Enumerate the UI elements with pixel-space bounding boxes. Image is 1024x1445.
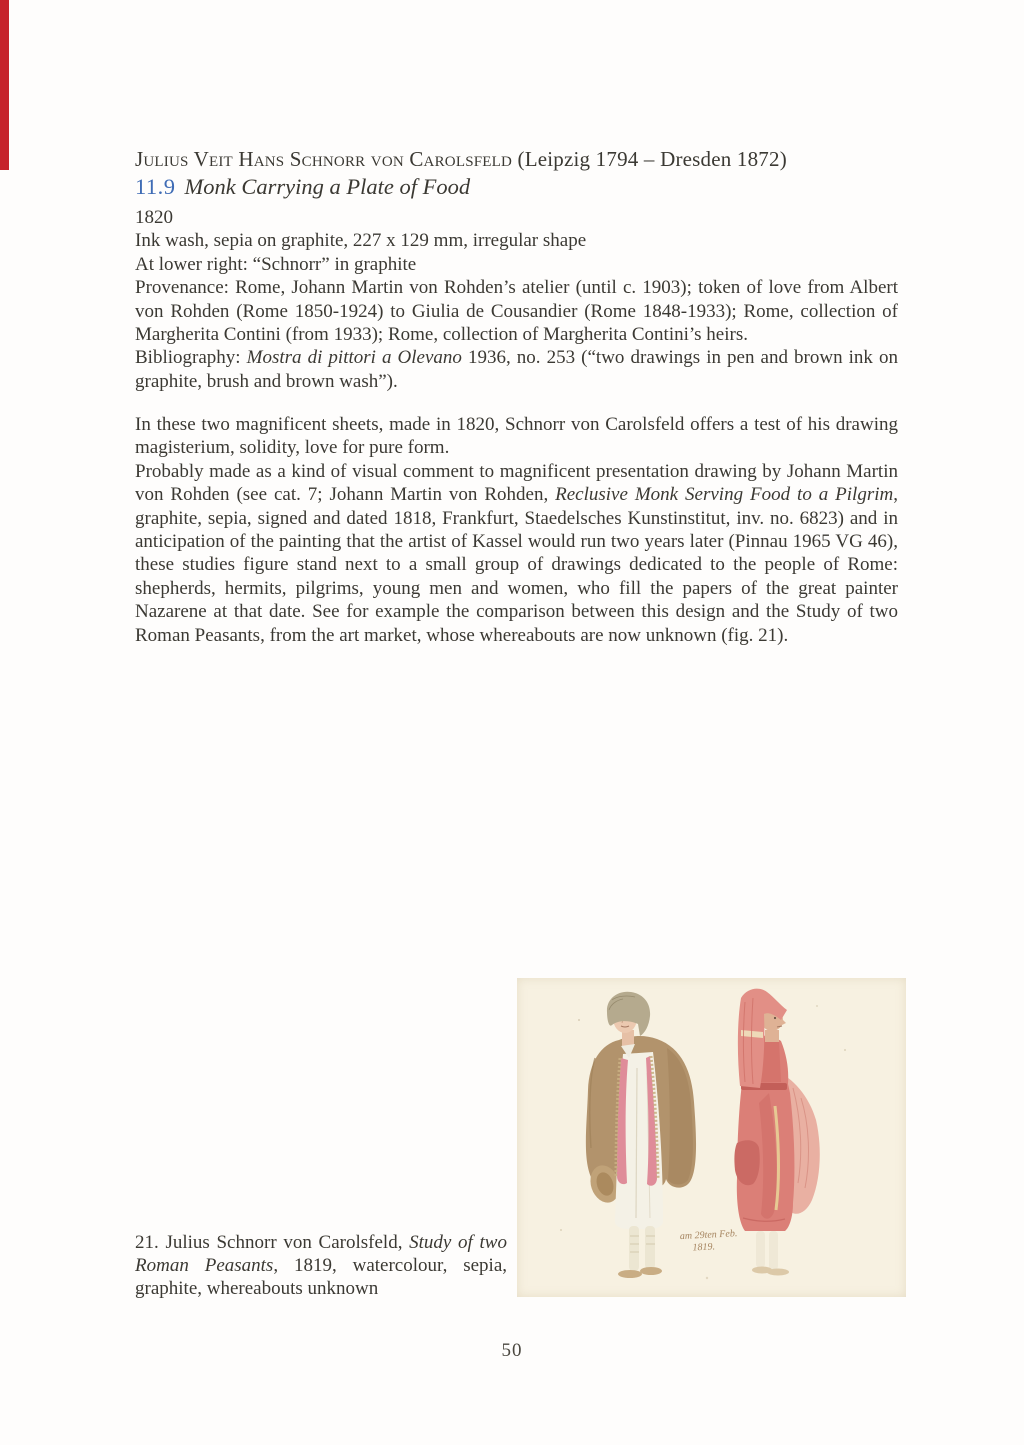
artist-name: Julius Veit Hans Schnorr von Carolsfeld xyxy=(135,147,513,171)
caption-text-cont: , 1819, watercolour, sepia, graphite, whereabouts unknown xyxy=(135,1255,507,1300)
svg-text:am 29ten Feb.: am 29ten Feb. xyxy=(679,1228,738,1243)
watercolour-study xyxy=(517,978,906,1297)
artist-line xyxy=(135,146,898,172)
page-number: 50 xyxy=(501,1340,523,1361)
entry-details xyxy=(135,206,898,276)
caption-text: 21. Julius Schnorr von Carolsfeld, xyxy=(135,1232,410,1253)
figure-caption xyxy=(135,1231,507,1301)
woman-figure xyxy=(734,989,819,1276)
entry-title: Monk Carrying a Plate of Food xyxy=(184,174,471,199)
entry-title-line xyxy=(135,172,898,202)
entry-year: 1820 xyxy=(135,207,173,228)
body-paragraph-2 xyxy=(135,460,898,647)
body-paragraph-2-text-cont: , graphite, sepia, signed and dated 1818, Frankfurt, Staedelsches Kunstinstitut, inv. no. 6823) and in anticipation of the painting that the artist of Kassel would run two years later (Pinnau 1965 VG 46), these studies figure stand next to a small group of drawings dedicated to the people of Rome: shepherds, hermits, pilgrims, young men and women, who fill the papers of the great painter Nazarene at that date. See for example the comparison between this design and the Study of two Roman Peasants, from the art market, whose whereabouts are now unknown (fig. 21). xyxy=(135,484,898,646)
red-edge-tab xyxy=(0,0,9,170)
entry-inscription: At lower right: “Schnorr” in graphite xyxy=(135,253,417,275)
entry-number: 11.9 xyxy=(135,174,176,199)
body-paragraph-2-work-title: Reclusive Monk Serving Food to a Pilgrim xyxy=(555,484,894,506)
entry-medium: Ink wash, sepia on graphite, 227 x 129 mm, irregular shape xyxy=(135,230,587,252)
artist-dates: (Leipzig 1794 – Dresden 1872) xyxy=(512,147,787,171)
entry-header xyxy=(135,146,898,393)
body-paragraph-2-text: Probably made as a kind of visual comment to magnificent presentation drawing by Johann Martin von Rohden (see cat. 7; Johann Martin von Rohden, xyxy=(135,460,898,506)
bibliography-label: Bibliography: xyxy=(135,347,247,369)
bibliography-title: Mostra di pittori a Olevano xyxy=(246,347,462,369)
essay-text xyxy=(135,413,898,647)
figure-artwork xyxy=(517,978,906,1297)
body-paragraph-1: In these two magnificent sheets, made in 1820, Schnorr von Carolsfeld offers a test of his drawing magisterium, solidity, love for pure form. xyxy=(135,414,898,459)
caption-work-title: Study of two Roman Peasants xyxy=(135,1232,507,1277)
artwork-inscription xyxy=(680,1228,739,1254)
bibliography-rest: 1936, no. 253 (“two drawings in pen and brown ink on graphite, brush and brown wash”). xyxy=(135,347,898,392)
bibliography-paragraph xyxy=(135,346,898,393)
provenance-paragraph: Provenance: Rome, Johann Martin von Rohden’s atelier (until c. 1903); token of love from Albert von Rohden (Rome 1850-1924) to Giulia de Cousandier (Rome 1848-1933); Rome, collection of Margherita Contini (from 1933); Rome, collection of Margherita Contini’s heirs. xyxy=(135,277,898,346)
svg-text:1819.: 1819. xyxy=(692,1241,716,1254)
